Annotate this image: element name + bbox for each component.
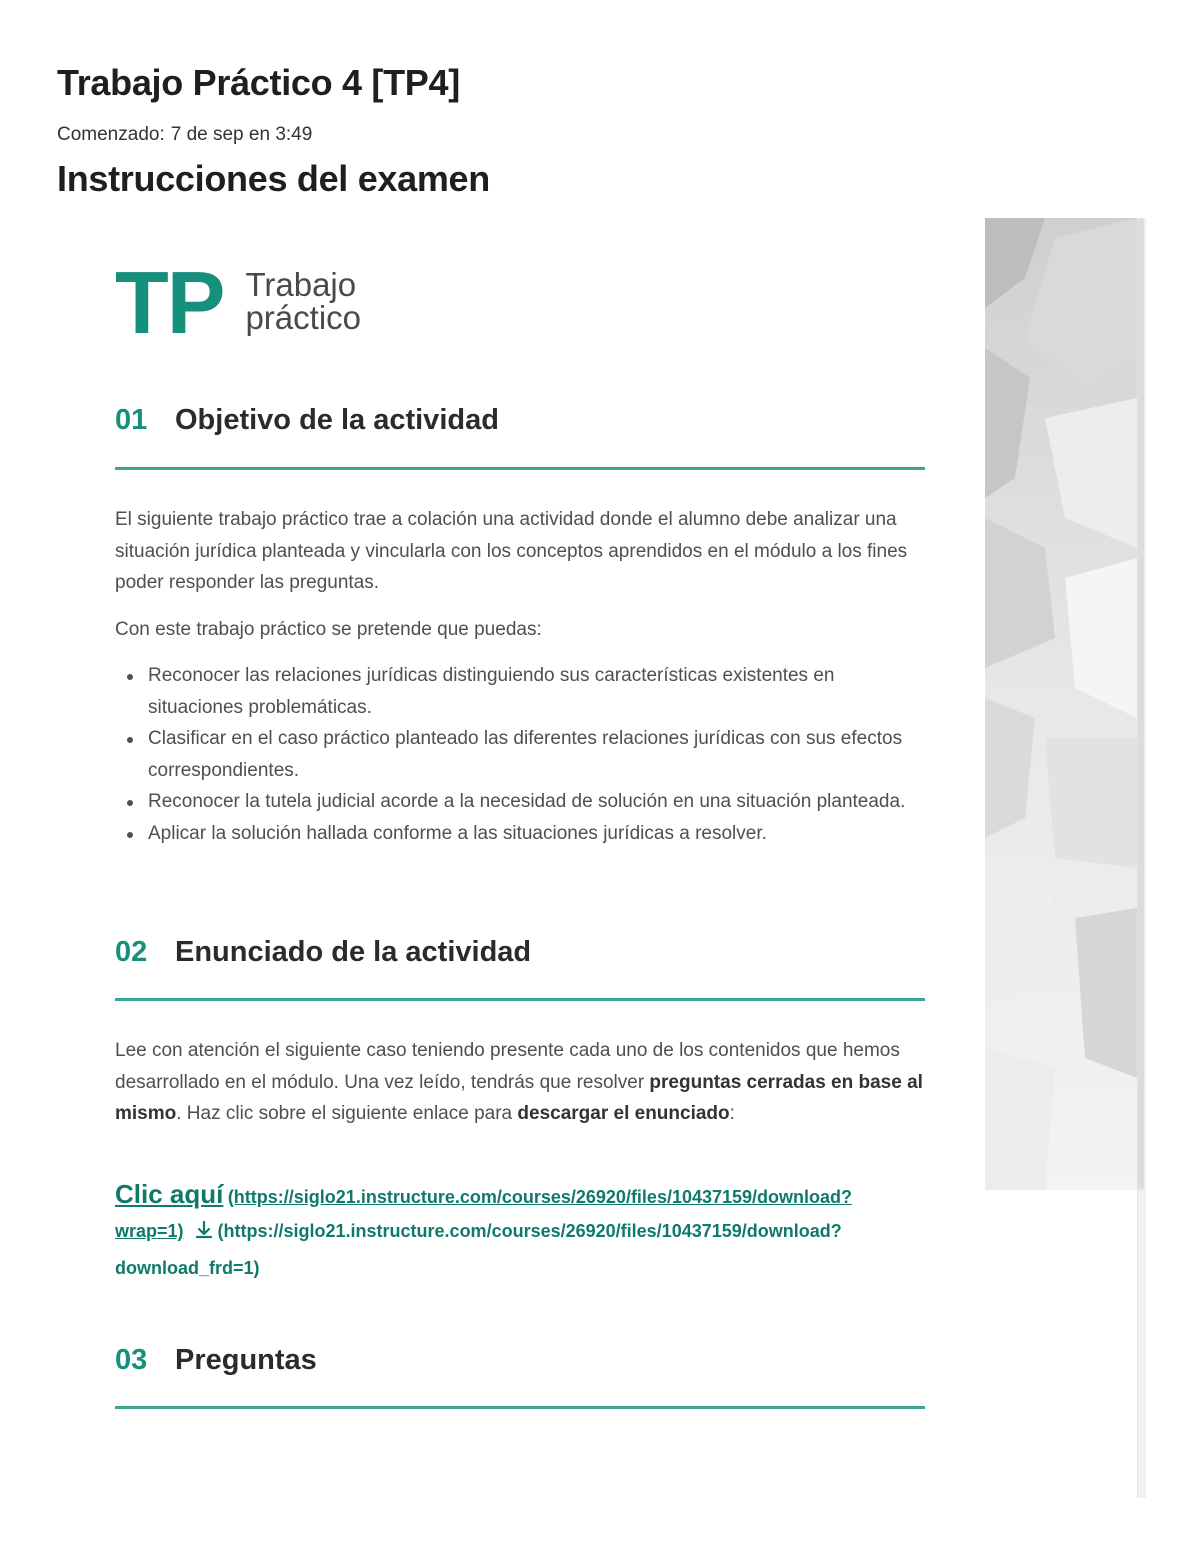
- link-url-part2[interactable]: wrap=1): [115, 1221, 184, 1241]
- list-item: Reconocer las relaciones jurídicas distinguiendo sus características existentes en situaciones problemáticas.: [115, 660, 925, 723]
- tp-logo: [115, 253, 362, 352]
- logo-text-line2: práctico: [245, 299, 362, 336]
- started-info: [57, 124, 318, 146]
- list-item: Clasificar en el caso práctico planteado las diferentes relaciones jurídicas con sus efectos correspondientes.: [115, 723, 925, 786]
- objetivo-lead: Con este trabajo práctico se pretende que puedas:: [115, 619, 542, 640]
- page-title: Trabajo Práctico 4 [TP4]: [57, 62, 460, 103]
- section-heading-text: Preguntas: [175, 1344, 317, 1376]
- enunciado-bold-2: descargar el enunciado: [517, 1103, 730, 1124]
- instructions-title: Instrucciones del examen: [57, 158, 490, 199]
- enunciado-text-2: . Haz clic sobre el siguiente enlace para: [176, 1103, 518, 1124]
- download-url-part1[interactable]: (https://siglo21.instructure.com/courses/26920/files/10437159/download?: [217, 1221, 842, 1241]
- section-heading-objetivo: [115, 404, 499, 437]
- logo-mark: TP: [115, 253, 224, 352]
- download-url-part2[interactable]: download_frd=1): [115, 1258, 260, 1278]
- list-item: Reconocer la tutela judicial acorde a la necesidad de solución en una situación planteada.: [115, 786, 925, 818]
- started-value: 7 de sep en 3:49: [170, 124, 313, 145]
- section-divider: [115, 1406, 925, 1409]
- section-number: 01: [115, 404, 148, 436]
- section-number: 03: [115, 1344, 148, 1376]
- list-item: Aplicar la solución hallada conforme a las situaciones jurídicas a resolver.: [115, 818, 925, 850]
- section-heading-text: Enunciado de la actividad: [175, 936, 532, 968]
- enunciado-bold-1: preguntas cerradas en base al mismo: [115, 1071, 923, 1124]
- download-links: [115, 1178, 915, 1286]
- section-heading-enunciado: [115, 936, 531, 969]
- logo-text-line1: Trabajo: [245, 266, 357, 303]
- decorative-architecture-image: [985, 218, 1137, 1190]
- link-url-part1[interactable]: (https://siglo21.instructure.com/courses/26920/files/10437159/download?: [227, 1187, 853, 1207]
- objetivo-intro: El siguiente trabajo práctico trae a colación una actividad donde el alumno debe analizar una situación jurídica planteada y vincularla con los conceptos aprendidos en el módulo a los fines poder responder las preguntas.: [115, 509, 908, 593]
- objetivo-list: [115, 660, 925, 849]
- scrollbar-thumb[interactable]: [1138, 218, 1144, 1190]
- enunciado-text-3: :: [729, 1103, 735, 1124]
- download-icon[interactable]: [194, 1220, 214, 1252]
- logo-text: [245, 268, 361, 334]
- clic-aqui-link[interactable]: Clic aquí: [115, 1179, 224, 1209]
- section-divider: [115, 998, 925, 1001]
- enunciado-text-1: Lee con atención el siguiente caso teniendo presente cada uno de los contenidos que hemos desarrollado en el módulo. Una vez leído, tendrás que resolver: [115, 1040, 900, 1093]
- section-divider: [115, 467, 925, 470]
- enunciado-paragraph: [115, 1035, 925, 1130]
- section-heading-preguntas: [115, 1344, 317, 1377]
- started-label: Comenzado:: [57, 124, 165, 145]
- section-number: 02: [115, 936, 148, 968]
- section-heading-text: Objetivo de la actividad: [175, 404, 499, 436]
